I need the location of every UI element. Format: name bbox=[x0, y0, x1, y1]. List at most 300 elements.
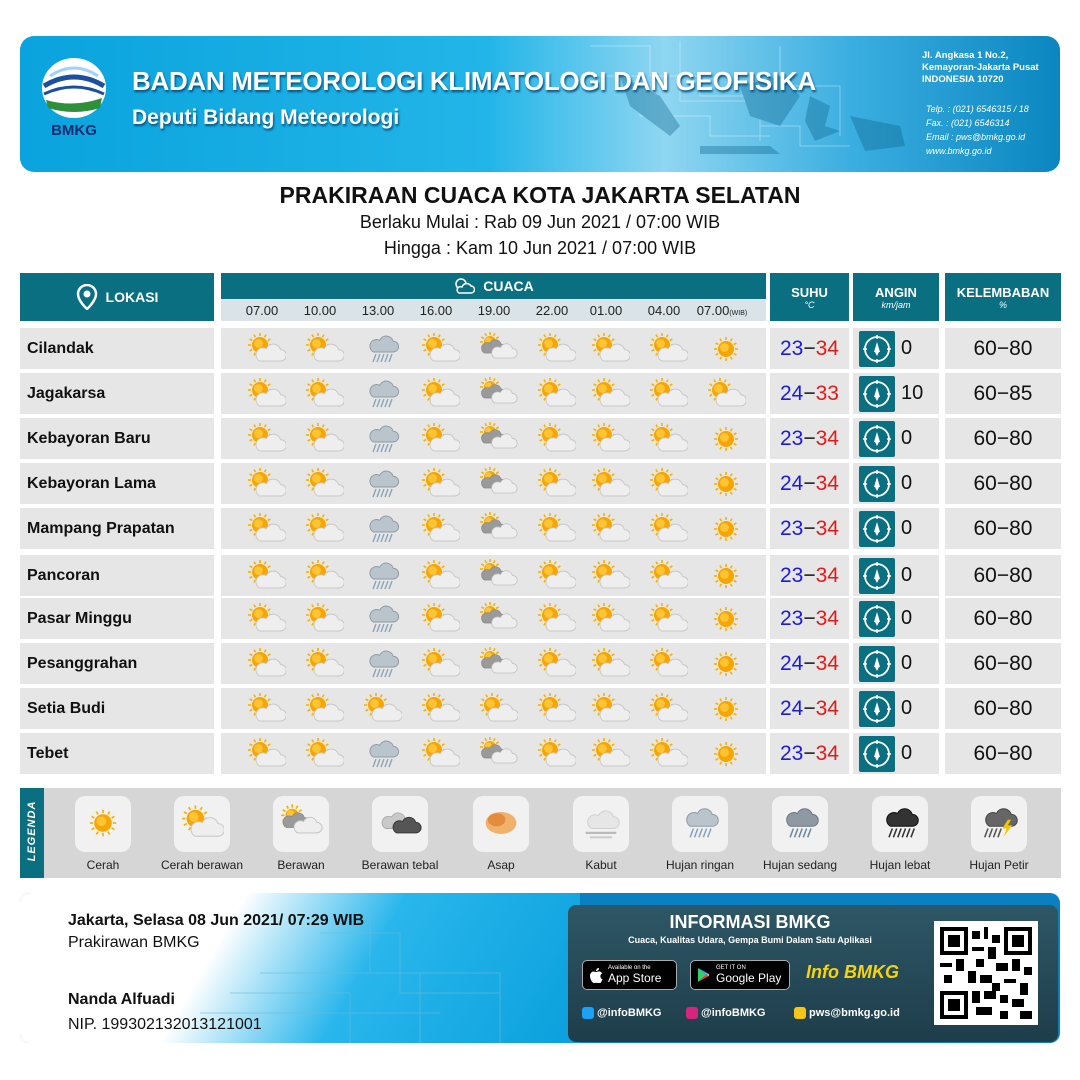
kelembaban-unit: % bbox=[998, 299, 1007, 310]
partly-cloudy-icon bbox=[420, 692, 460, 726]
location-name: Kebayoran Lama bbox=[20, 463, 214, 504]
temp-min: 23 bbox=[780, 427, 804, 450]
temp-min: 23 bbox=[780, 564, 804, 587]
wind-cell bbox=[853, 643, 939, 684]
partly-cloudy-icon bbox=[648, 377, 688, 411]
hour-label: 22.00 bbox=[535, 303, 569, 318]
partly-cloudy-icon bbox=[648, 737, 688, 771]
partly-cloudy-icon bbox=[246, 692, 286, 726]
cloudy-icon bbox=[478, 559, 518, 593]
angin-header-label: ANGIN bbox=[875, 284, 917, 300]
partly-cloudy-icon bbox=[648, 332, 688, 366]
weather-cells bbox=[221, 643, 766, 684]
legend-label: Cerah bbox=[86, 858, 120, 872]
kelembaban-header-label: KELEMBABAN bbox=[956, 284, 1050, 300]
legend-label: Berawan bbox=[277, 858, 325, 872]
location-name: Pasar Minggu bbox=[20, 598, 214, 639]
temp-min: 24 bbox=[780, 652, 804, 675]
twitter-handle: @infoBMKG bbox=[597, 1007, 662, 1019]
temp-max: 34 bbox=[815, 564, 839, 587]
sunny-icon bbox=[706, 692, 746, 726]
legend-icon-box bbox=[573, 796, 629, 852]
issue-date: Jakarta, Selasa 08 Jun 2021/ 07:29 WIB bbox=[68, 912, 365, 929]
partly-cloudy-icon bbox=[590, 377, 630, 411]
partly-cloudy-icon bbox=[304, 647, 344, 681]
humidity-range: 60−80 bbox=[945, 733, 1061, 774]
partly-cloudy-icon bbox=[536, 467, 576, 501]
humidity-range: 60−80 bbox=[945, 328, 1061, 369]
appstore-small: Available on the bbox=[608, 965, 651, 971]
agency-title: BADAN METEOROLOGI KLIMATOLOGI DAN GEOFISIKA bbox=[132, 66, 816, 96]
wind-compass-icon bbox=[859, 421, 895, 457]
temp-dash: − bbox=[803, 427, 816, 450]
valid-from: Berlaku Mulai : Rab 09 Jun 2021 / 07:00 WIB bbox=[359, 212, 721, 232]
twitter-icon bbox=[582, 1007, 594, 1019]
wind-speed: 0 bbox=[901, 517, 913, 539]
info-bmkg-app-label: Info BMKG bbox=[806, 962, 899, 982]
wind-cell bbox=[853, 328, 939, 369]
weather-cells bbox=[221, 508, 766, 549]
sunny-icon bbox=[706, 332, 746, 366]
cloudy-icon bbox=[478, 467, 518, 501]
overcast-icon bbox=[378, 804, 422, 842]
bmkg-logo bbox=[40, 58, 108, 142]
header-banner bbox=[20, 36, 1060, 172]
temp-dash: − bbox=[803, 742, 816, 765]
sunny-icon bbox=[81, 804, 125, 842]
haze-smoke-icon bbox=[479, 804, 523, 842]
partly-cloudy-icon bbox=[246, 332, 286, 366]
address-line: INDONESIA 10720 bbox=[922, 74, 1004, 85]
temp-min: 24 bbox=[780, 382, 804, 405]
heavy-rain-icon bbox=[878, 804, 922, 842]
wind-cell bbox=[853, 418, 939, 459]
legend-icon-box bbox=[372, 796, 428, 852]
temp-dash: − bbox=[803, 697, 816, 720]
temperature-range bbox=[770, 733, 849, 774]
temp-max: 34 bbox=[815, 652, 839, 675]
legend-icon-box bbox=[473, 796, 529, 852]
legend-icon-box bbox=[971, 796, 1027, 852]
partly-cloudy-icon bbox=[420, 377, 460, 411]
partly-cloudy-icon bbox=[536, 512, 576, 546]
partly-cloudy-icon bbox=[180, 804, 224, 842]
legend-item bbox=[850, 796, 950, 876]
table-row bbox=[20, 418, 1061, 459]
partly-cloudy-icon bbox=[590, 559, 630, 593]
thunderstorm-icon bbox=[977, 804, 1021, 842]
valid-until: Hingga : Kam 10 Jun 2021 / 07:00 WIB bbox=[383, 238, 697, 258]
partly-cloudy-icon bbox=[590, 737, 630, 771]
partly-cloudy-icon bbox=[536, 377, 576, 411]
instagram-icon bbox=[686, 1007, 698, 1019]
legend-label: Cerah berawan bbox=[160, 858, 244, 872]
wind-speed: 0 bbox=[901, 564, 913, 586]
table-row bbox=[20, 328, 1061, 369]
cloudy-icon bbox=[478, 377, 518, 411]
forecaster-role: Prakirawan BMKG bbox=[68, 934, 200, 951]
temp-max: 33 bbox=[815, 382, 839, 405]
wind-speed: 0 bbox=[901, 652, 913, 674]
legend-label: Asap bbox=[487, 858, 515, 872]
angin-unit: km/jam bbox=[881, 299, 911, 310]
humidity-range: 60−80 bbox=[945, 463, 1061, 504]
partly-cloudy-icon bbox=[362, 692, 402, 726]
wind-compass-icon bbox=[859, 376, 895, 412]
temperature-range bbox=[770, 418, 849, 459]
weather-cells bbox=[221, 463, 766, 504]
humidity-range: 60−85 bbox=[945, 373, 1061, 414]
partly-cloudy-icon bbox=[536, 332, 576, 366]
wind-cell bbox=[853, 733, 939, 774]
app-store-badge[interactable] bbox=[582, 960, 677, 990]
temp-dash: − bbox=[803, 607, 816, 630]
legend-tag bbox=[20, 788, 44, 878]
legend-icon-box bbox=[872, 796, 928, 852]
location-name: Kebayoran Baru bbox=[20, 418, 214, 459]
partly-cloudy-icon bbox=[536, 602, 576, 636]
humidity-range: 60−80 bbox=[945, 598, 1061, 639]
wind-cell bbox=[853, 508, 939, 549]
wind-cell bbox=[853, 688, 939, 729]
legend-label: Hujan sedang bbox=[762, 858, 838, 872]
table-row bbox=[20, 373, 1061, 414]
moderate-rain-icon bbox=[778, 804, 822, 842]
temperature-range bbox=[770, 508, 849, 549]
partly-cloudy-icon bbox=[304, 602, 344, 636]
partly-cloudy-icon bbox=[420, 422, 460, 456]
address-line: Kemayoran-Jakarta Pusat bbox=[922, 62, 1039, 73]
legend-item bbox=[350, 796, 450, 876]
indonesia-map-graphic bbox=[580, 36, 910, 172]
fog-icon bbox=[579, 804, 623, 842]
twitter-link[interactable] bbox=[582, 1007, 662, 1019]
light-rain-icon bbox=[362, 559, 402, 593]
partly-cloudy-icon bbox=[648, 647, 688, 681]
partly-cloudy-icon bbox=[246, 737, 286, 771]
location-name: Pesanggrahan bbox=[20, 643, 214, 684]
light-rain-icon bbox=[362, 377, 402, 411]
weather-header-icon bbox=[453, 277, 475, 295]
sunny-icon bbox=[706, 647, 746, 681]
partly-cloudy-icon bbox=[648, 422, 688, 456]
wind-cell bbox=[853, 373, 939, 414]
location-name: Tebet bbox=[20, 733, 214, 774]
wind-cell bbox=[853, 555, 939, 596]
lokasi-header bbox=[20, 273, 214, 321]
cloudy-icon bbox=[478, 512, 518, 546]
contact-telp: Telp. : (021) 6546315 / 18 bbox=[926, 104, 1029, 114]
weather-cells bbox=[221, 598, 766, 639]
location-name: Jagakarsa bbox=[20, 373, 214, 414]
hour-label: 16.00 bbox=[419, 303, 453, 318]
kelembaban-header bbox=[945, 273, 1061, 321]
partly-cloudy-icon bbox=[304, 467, 344, 501]
weather-cells bbox=[221, 688, 766, 729]
light-rain-icon bbox=[362, 512, 402, 546]
legend-icon-box bbox=[75, 796, 131, 852]
partly-cloudy-icon bbox=[590, 332, 630, 366]
instagram-handle: @infoBMKG bbox=[701, 1007, 766, 1019]
humidity-range: 60−80 bbox=[945, 643, 1061, 684]
temperature-range bbox=[770, 688, 849, 729]
temp-min: 23 bbox=[780, 742, 804, 765]
hour-labels bbox=[221, 299, 766, 321]
temp-max: 34 bbox=[815, 697, 839, 720]
humidity-range: 60−80 bbox=[945, 508, 1061, 549]
partly-cloudy-icon bbox=[536, 737, 576, 771]
cloudy-icon bbox=[478, 602, 518, 636]
hour-label: 10.00 bbox=[303, 303, 337, 318]
email-address: pws@bmkg.go.id bbox=[809, 1007, 900, 1019]
partly-cloudy-icon bbox=[304, 377, 344, 411]
light-rain-icon bbox=[678, 804, 722, 842]
partly-cloudy-icon bbox=[536, 422, 576, 456]
partly-cloudy-icon bbox=[648, 559, 688, 593]
temp-dash: − bbox=[803, 564, 816, 587]
hour-label: 07.00 bbox=[245, 303, 279, 318]
legend-label: Berawan tebal bbox=[361, 858, 439, 872]
cloudy-icon bbox=[279, 804, 323, 842]
weather-cells bbox=[221, 328, 766, 369]
cuaca-header-label: CUACA bbox=[483, 278, 534, 294]
wind-cell bbox=[853, 598, 939, 639]
partly-cloudy-icon bbox=[590, 422, 630, 456]
wind-speed: 10 bbox=[901, 382, 924, 404]
partly-cloudy-icon bbox=[304, 512, 344, 546]
location-name: Setia Budi bbox=[20, 688, 214, 729]
partly-cloudy-icon bbox=[246, 602, 286, 636]
partly-cloudy-icon bbox=[706, 377, 746, 411]
mail-icon bbox=[794, 1007, 806, 1019]
address-line: Jl. Angkasa 1 No.2, bbox=[922, 50, 1009, 61]
legend-label: Kabut bbox=[585, 858, 617, 872]
partly-cloudy-icon bbox=[648, 692, 688, 726]
temp-min: 23 bbox=[780, 337, 804, 360]
partly-cloudy-icon bbox=[420, 647, 460, 681]
cuaca-header bbox=[221, 273, 766, 321]
partly-cloudy-icon bbox=[536, 692, 576, 726]
light-rain-icon bbox=[362, 332, 402, 366]
temperature-range bbox=[770, 643, 849, 684]
table-row bbox=[20, 463, 1061, 504]
temp-dash: − bbox=[803, 652, 816, 675]
table-row bbox=[20, 598, 1061, 639]
partly-cloudy-icon bbox=[420, 512, 460, 546]
legend-item bbox=[750, 796, 850, 876]
humidity-range: 60−80 bbox=[945, 688, 1061, 729]
temp-max: 34 bbox=[815, 517, 839, 540]
partly-cloudy-icon bbox=[420, 559, 460, 593]
temp-dash: − bbox=[803, 472, 816, 495]
forecaster-name: Nanda Alfuadi bbox=[68, 991, 175, 1008]
wind-compass-icon bbox=[859, 466, 895, 502]
wind-cell bbox=[853, 463, 939, 504]
suhu-header-label: SUHU bbox=[791, 284, 828, 300]
legend-item bbox=[251, 796, 351, 876]
partly-cloudy-icon bbox=[590, 602, 630, 636]
hour-label: 01.00 bbox=[589, 303, 623, 318]
partly-cloudy-icon bbox=[304, 559, 344, 593]
location-name: Mampang Prapatan bbox=[20, 508, 214, 549]
legend-icon-box bbox=[772, 796, 828, 852]
temp-dash: − bbox=[803, 517, 816, 540]
table-row bbox=[20, 688, 1061, 729]
legend-icon-box bbox=[672, 796, 728, 852]
weather-cells bbox=[221, 418, 766, 459]
temperature-range bbox=[770, 598, 849, 639]
partly-cloudy-icon bbox=[246, 512, 286, 546]
partly-cloudy-icon bbox=[246, 467, 286, 501]
humidity-range: 60−80 bbox=[945, 418, 1061, 459]
weather-cells bbox=[221, 733, 766, 774]
sunny-icon bbox=[706, 559, 746, 593]
cloudy-icon bbox=[478, 737, 518, 771]
info-title: INFORMASI BMKG bbox=[669, 912, 831, 932]
table-row bbox=[20, 643, 1061, 684]
wind-compass-icon bbox=[859, 736, 895, 772]
lokasi-header-label: LOKASI bbox=[105, 289, 159, 305]
google-play-badge[interactable] bbox=[690, 960, 790, 990]
light-rain-icon bbox=[362, 602, 402, 636]
contact-fax: Fax. : (021) 6546314 bbox=[926, 118, 1010, 128]
location-pin-icon bbox=[76, 284, 98, 310]
partly-cloudy-icon bbox=[420, 737, 460, 771]
hour-suffix: (WIB) bbox=[729, 310, 748, 317]
cloudy-icon bbox=[478, 647, 518, 681]
logo-text: BMKG bbox=[51, 122, 97, 139]
wind-speed: 0 bbox=[901, 337, 913, 359]
partly-cloudy-icon bbox=[478, 692, 518, 726]
legend-item bbox=[152, 796, 252, 876]
contact-web: www.bmkg.go.id bbox=[926, 146, 992, 156]
wind-speed: 0 bbox=[901, 472, 913, 494]
table-row bbox=[20, 555, 1061, 596]
light-rain-icon bbox=[362, 467, 402, 501]
partly-cloudy-icon bbox=[590, 692, 630, 726]
hour-label: 13.00 bbox=[361, 303, 395, 318]
cloudy-icon bbox=[478, 422, 518, 456]
temp-min: 24 bbox=[780, 472, 804, 495]
appstore-big: App Store bbox=[608, 971, 662, 985]
wind-compass-icon bbox=[859, 646, 895, 682]
cloudy-icon bbox=[478, 332, 518, 366]
legend-item bbox=[949, 796, 1049, 876]
legend-item bbox=[53, 796, 153, 876]
legend-item bbox=[650, 796, 750, 876]
wind-speed: 0 bbox=[901, 697, 913, 719]
partly-cloudy-icon bbox=[304, 422, 344, 456]
temperature-range bbox=[770, 555, 849, 596]
location-name: Pancoran bbox=[20, 555, 214, 596]
wind-compass-icon bbox=[859, 558, 895, 594]
location-name: Cilandak bbox=[20, 328, 214, 369]
agency-address bbox=[922, 50, 1052, 86]
contact-email: Email : pws@bmkg.go.id bbox=[926, 132, 1026, 142]
wind-compass-icon bbox=[859, 331, 895, 367]
partly-cloudy-icon bbox=[420, 467, 460, 501]
legend-label: Hujan lebat bbox=[869, 858, 931, 872]
legend-item bbox=[451, 796, 551, 876]
qr-code-graphic bbox=[940, 927, 1032, 1019]
hour-label: 04.00 bbox=[647, 303, 681, 318]
instagram-link[interactable] bbox=[686, 1007, 766, 1019]
wind-compass-icon bbox=[859, 691, 895, 727]
temp-max: 34 bbox=[815, 742, 839, 765]
temperature-range bbox=[770, 328, 849, 369]
temperature-range bbox=[770, 463, 849, 504]
legend-label: Hujan Petir bbox=[969, 858, 1029, 872]
partly-cloudy-icon bbox=[590, 512, 630, 546]
partly-cloudy-icon bbox=[590, 647, 630, 681]
temp-max: 34 bbox=[815, 337, 839, 360]
weather-cells bbox=[221, 373, 766, 414]
forecast-title: PRAKIRAAN CUACA KOTA JAKARTA SELATAN bbox=[279, 182, 801, 208]
sunny-icon bbox=[706, 467, 746, 501]
apple-icon bbox=[589, 967, 603, 983]
partly-cloudy-icon bbox=[304, 692, 344, 726]
light-rain-icon bbox=[362, 422, 402, 456]
agency-contact bbox=[926, 102, 1056, 158]
partly-cloudy-icon bbox=[648, 602, 688, 636]
angin-header bbox=[853, 273, 939, 321]
google-play-icon bbox=[697, 967, 711, 983]
table-row bbox=[20, 733, 1061, 774]
partly-cloudy-icon bbox=[246, 559, 286, 593]
legend-item bbox=[551, 796, 651, 876]
partly-cloudy-icon bbox=[246, 377, 286, 411]
temp-min: 23 bbox=[780, 517, 804, 540]
info-subtitle: Cuaca, Kualitas Udara, Gempa Bumi Dalam Satu Aplikasi bbox=[628, 935, 872, 945]
wind-compass-icon bbox=[859, 601, 895, 637]
partly-cloudy-icon bbox=[648, 512, 688, 546]
legend-icon-box bbox=[174, 796, 230, 852]
sunny-icon bbox=[706, 602, 746, 636]
table-row bbox=[20, 508, 1061, 549]
sunny-icon bbox=[706, 422, 746, 456]
temp-min: 23 bbox=[780, 607, 804, 630]
humidity-range: 60−80 bbox=[945, 555, 1061, 596]
legend-tag-label: LEGENDA bbox=[26, 800, 38, 862]
temp-max: 34 bbox=[815, 607, 839, 630]
partly-cloudy-icon bbox=[648, 467, 688, 501]
wind-speed: 0 bbox=[901, 427, 913, 449]
temp-max: 34 bbox=[815, 427, 839, 450]
gplay-small: GET IT ON bbox=[716, 965, 746, 971]
partly-cloudy-icon bbox=[304, 737, 344, 771]
legend-icon-box bbox=[273, 796, 329, 852]
qr-code[interactable] bbox=[934, 921, 1038, 1025]
partly-cloudy-icon bbox=[590, 467, 630, 501]
partly-cloudy-icon bbox=[246, 647, 286, 681]
gplay-big: Google Play bbox=[716, 971, 782, 985]
agency-subtitle: Deputi Bidang Meteorologi bbox=[132, 106, 400, 129]
forecaster-nip: NIP. 199302132013121001 bbox=[68, 1016, 262, 1033]
sunny-icon bbox=[706, 512, 746, 546]
partly-cloudy-icon bbox=[536, 647, 576, 681]
partly-cloudy-icon bbox=[536, 559, 576, 593]
partly-cloudy-icon bbox=[420, 602, 460, 636]
wind-compass-icon bbox=[859, 511, 895, 547]
hour-label: 19.00 bbox=[477, 303, 511, 318]
wind-speed: 0 bbox=[901, 742, 913, 764]
light-rain-icon bbox=[362, 737, 402, 771]
wind-speed: 0 bbox=[901, 607, 913, 629]
temp-dash: − bbox=[803, 382, 816, 405]
partly-cloudy-icon bbox=[420, 332, 460, 366]
temp-min: 24 bbox=[780, 697, 804, 720]
email-link[interactable] bbox=[794, 1007, 900, 1019]
